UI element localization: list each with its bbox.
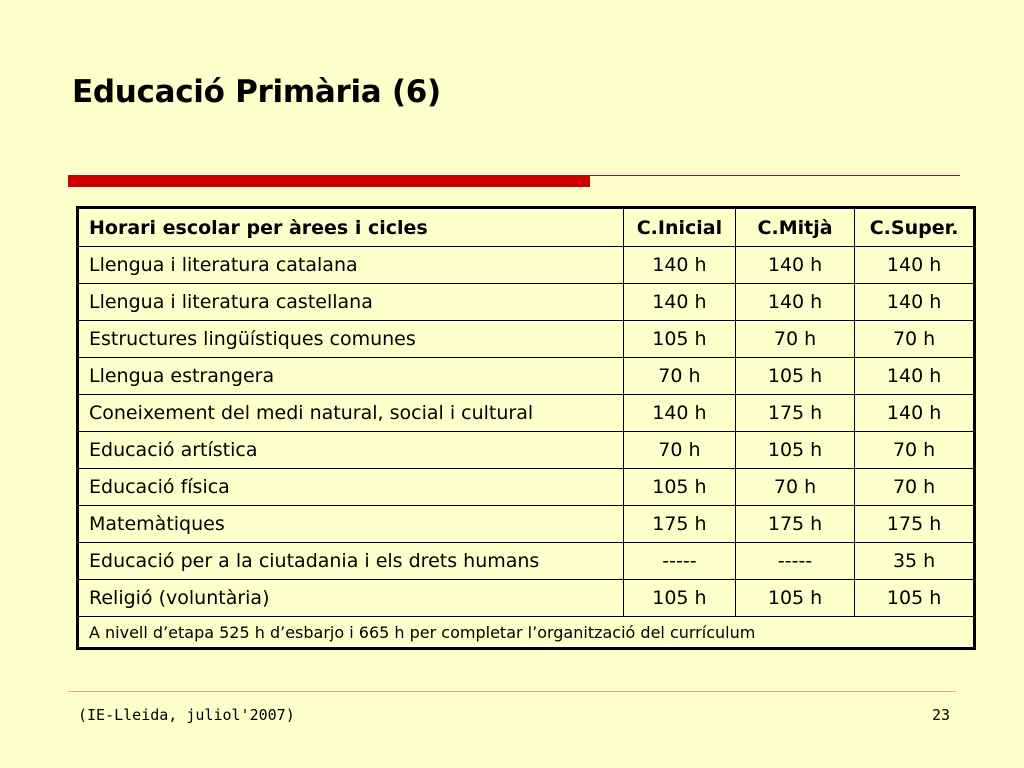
table-row [78,506,975,543]
footer-divider [68,691,956,692]
table-row [78,543,975,580]
row-hours-cell: 140 h [624,395,736,432]
row-hours-cell: 175 h [735,506,854,543]
row-hours-cell: 140 h [855,395,975,432]
row-area-cell: Religió (voluntària) [78,580,624,617]
table-header-row [78,208,975,247]
row-area-cell: Llengua i literatura castellana [78,284,624,321]
table-row [78,247,975,284]
row-hours-cell: 140 h [735,247,854,284]
table-row [78,358,975,395]
row-hours-cell: 105 h [855,580,975,617]
table-row [78,580,975,617]
row-hours-cell: 140 h [855,358,975,395]
header-cell-cicle-superior: C.Super. [855,208,975,247]
row-area-cell: Llengua i literatura catalana [78,247,624,284]
schedule-table [76,206,976,650]
header-cell-cicle-inicial: C.Inicial [624,208,736,247]
row-hours-cell: 105 h [624,580,736,617]
row-hours-cell: 140 h [855,284,975,321]
row-hours-cell: 105 h [735,358,854,395]
table-row [78,469,975,506]
row-hours-cell: 35 h [855,543,975,580]
row-hours-cell: 70 h [624,358,736,395]
row-hours-cell: ----- [624,543,736,580]
row-area-cell: Estructures lingüístiques comunes [78,321,624,358]
row-hours-cell: 175 h [735,395,854,432]
title-underline-thick [68,175,590,187]
row-hours-cell: 70 h [855,469,975,506]
row-hours-cell: 140 h [624,247,736,284]
row-area-cell: Educació per a la ciutadania i els drets humans [78,543,624,580]
row-hours-cell: 140 h [855,247,975,284]
table-row [78,395,975,432]
header-cell-cicle-mitja: C.Mitjà [735,208,854,247]
row-hours-cell: ----- [735,543,854,580]
row-area-cell: Educació artística [78,432,624,469]
row-hours-cell: 175 h [624,506,736,543]
table-note: A nivell d’etapa 525 h d’esbarjo i 665 h per completar l’organització del currículum [78,617,975,649]
row-hours-cell: 140 h [624,284,736,321]
title-underline-thin [590,175,960,176]
row-hours-cell: 70 h [735,321,854,358]
table-note-row [78,617,975,649]
page-number: 23 [931,706,950,724]
row-hours-cell: 70 h [624,432,736,469]
row-area-cell: Coneixement del medi natural, social i cultural [78,395,624,432]
row-area-cell: Matemàtiques [78,506,624,543]
row-hours-cell: 175 h [855,506,975,543]
row-hours-cell: 105 h [735,580,854,617]
slide-title: Educació Primària (6) [72,74,441,110]
row-hours-cell: 70 h [855,321,975,358]
footer-source: (IE-Lleida, juliol'2007) [78,706,295,724]
row-hours-cell: 105 h [735,432,854,469]
table-row [78,321,975,358]
row-hours-cell: 70 h [855,432,975,469]
header-cell-area: Horari escolar per àrees i cicles [78,208,624,247]
table-row [78,284,975,321]
row-area-cell: Educació física [78,469,624,506]
row-area-cell: Llengua estrangera [78,358,624,395]
schedule-table-body [78,208,975,649]
row-hours-cell: 70 h [735,469,854,506]
row-hours-cell: 105 h [624,321,736,358]
row-hours-cell: 105 h [624,469,736,506]
row-hours-cell: 140 h [735,284,854,321]
table-row [78,432,975,469]
